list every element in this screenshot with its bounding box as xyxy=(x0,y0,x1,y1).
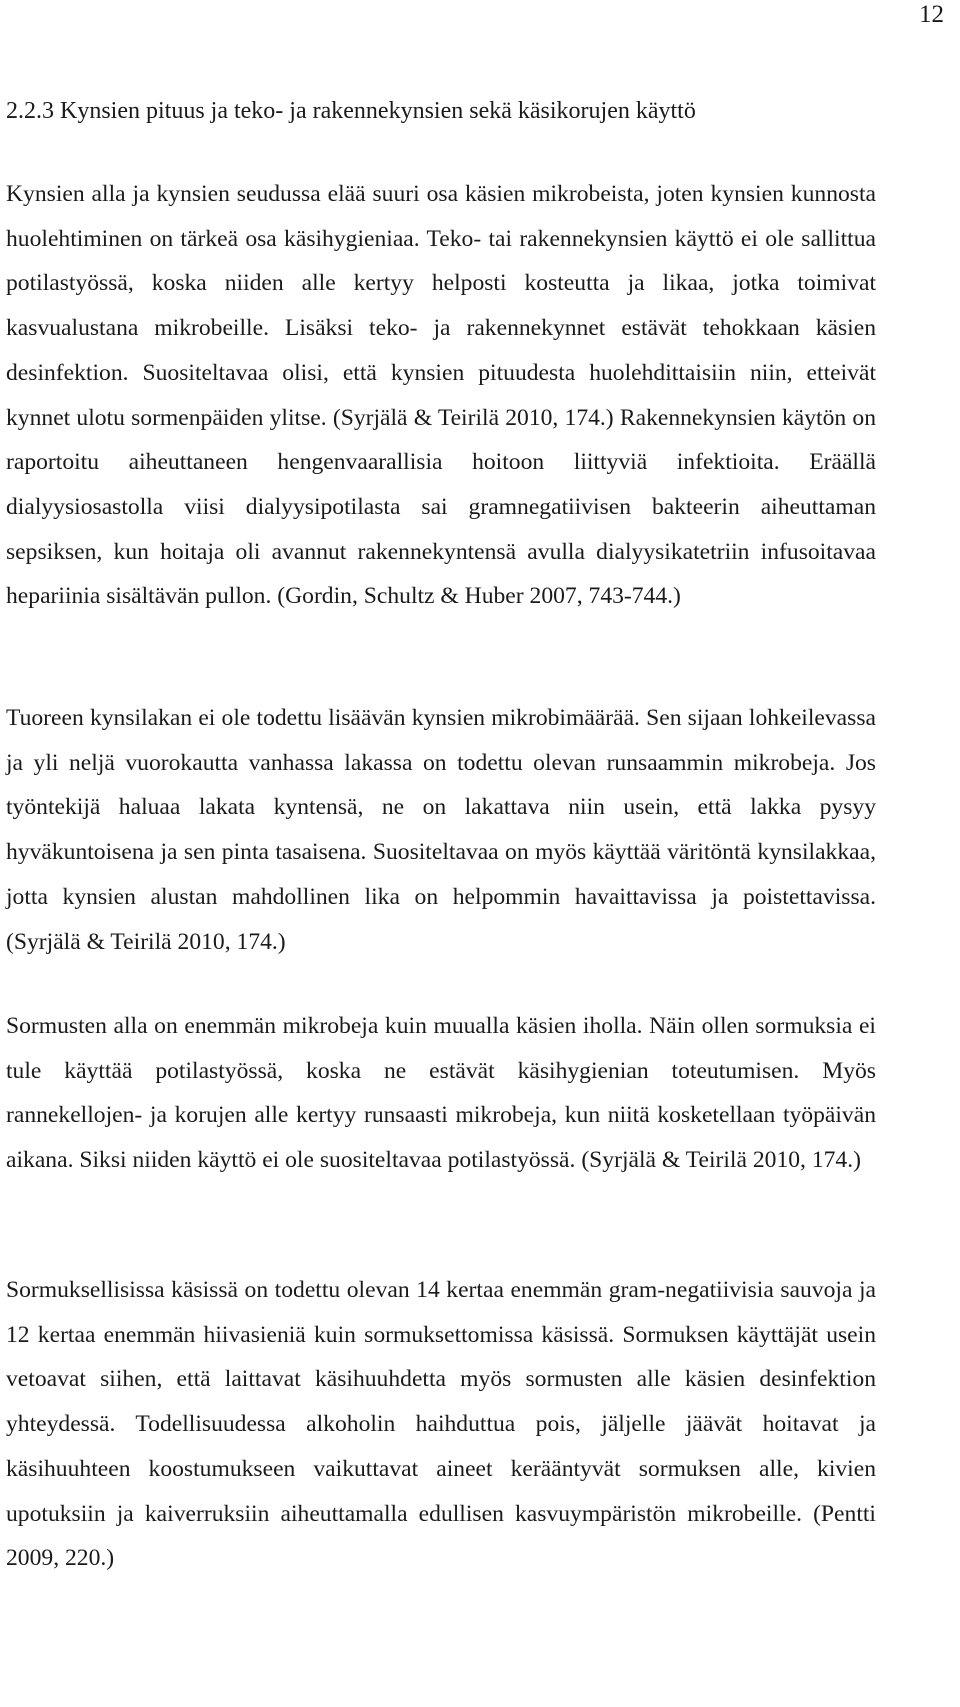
paragraph-text: Sormuksellisissa käsissä on todettu olevan 14 kertaa enemmän gram-negatiivisia sauvoja ja 12 kertaa enemmän hiivasieniä kuin sormuksettomissa käsissä. Sormuksen käyttäjät usein vetoavat siihen, että laittavat käsihuuhdetta myös sormusten alle käsien desinfektion yhteydessä. Todellisuudessa alkoholin haihduttua pois, jäljelle jäävät hoitavat ja käsihuuhteen koostumukseen vaikuttavat aineet kerääntyvät sormuksen alle, kivien upotuksiin ja kaiverruksiin aiheuttamalla edullisen kasvuympäristön mikrobeille. (Pentti 2009, 220.) xyxy=(6,1277,876,1572)
paragraph-text: Kynsien alla ja kynsien seudussa elää suuri osa käsien mikrobeista, joten kynsien kunnosta huolehtiminen on tärkeä osa käsihygieniaa. Teko- tai rakennekynsien käyttö ei ole sallittua potilastyössä, koska niiden alle kertyy helposti kosteutta ja likaa, jotka toimivat kasvualustana mikrobeille. Lisäksi teko- ja rakennekynnet estävät tehokkaan käsien desinfektion. Suositeltavaa olisi, että kynsien pituudesta huolehdittaisiin niin, etteivät kynnet ulotu sormenpäiden ylitse. (Syrjälä & Teirilä 2010, 174.) Rakennekynsien käytön on raportoitu aiheuttaneen hengenvaarallisia hoitoon liittyviä infektioita. Eräällä dialyysiosastolla viisi dialyysipotilasta sai gramnegatiivisen bakteerin aiheuttaman sepsiksen, kun hoitaja oli avannut rakennekyntensä avulla dialyysikatetriin infusoitavaa hepariinia sisältävän pullon. (Gordin, Schultz & Huber 2007, 743-744.) xyxy=(6,181,876,610)
paragraph-text: Tuoreen kynsilakan ei ole todettu lisäävän kynsien mikrobimäärää. Sen sijaan lohkeilevassa ja yli neljä vuorokautta vanhassa lakassa on todettu olevan runsaammin mikrobeja. Jos työntekijä haluaa lakata kyntensä, ne on lakattava niin usein, että lakka pysyy hyväkuntoisena ja sen pinta tasaisena. Suositeltavaa on myös käyttää väritöntä kynsilakkaa, jotta kynsien alustan mahdollinen lika on helpommin havaittavissa ja poistettavissa. (Syrjälä & Teirilä 2010, 174.) xyxy=(6,705,876,955)
page-number: 12 xyxy=(919,1,944,28)
paragraph-rings-watches xyxy=(6,1004,876,1183)
paragraph-nail-polish xyxy=(6,696,876,964)
paragraph-nail-length xyxy=(6,172,876,619)
paragraph-ring-microbes xyxy=(6,1268,876,1581)
section-heading: 2.2.3 Kynsien pituus ja teko- ja rakennekynsien sekä käsikorujen käyttö xyxy=(6,98,696,124)
paragraph-text: Sormusten alla on enemmän mikrobeja kuin muualla käsien iholla. Näin ollen sormuksia ei tule käyttää potilastyössä, koska ne estävät käsihygienian toteutumisen. Myös rannekellojen- ja korujen alle kertyy runsaasti mikrobeja, kun niitä kosketellaan työpäivän aikana. Siksi niiden käyttö ei ole suositeltavaa potilastyössä. (Syrjälä & Teirilä 2010, 174.) xyxy=(6,1013,876,1174)
